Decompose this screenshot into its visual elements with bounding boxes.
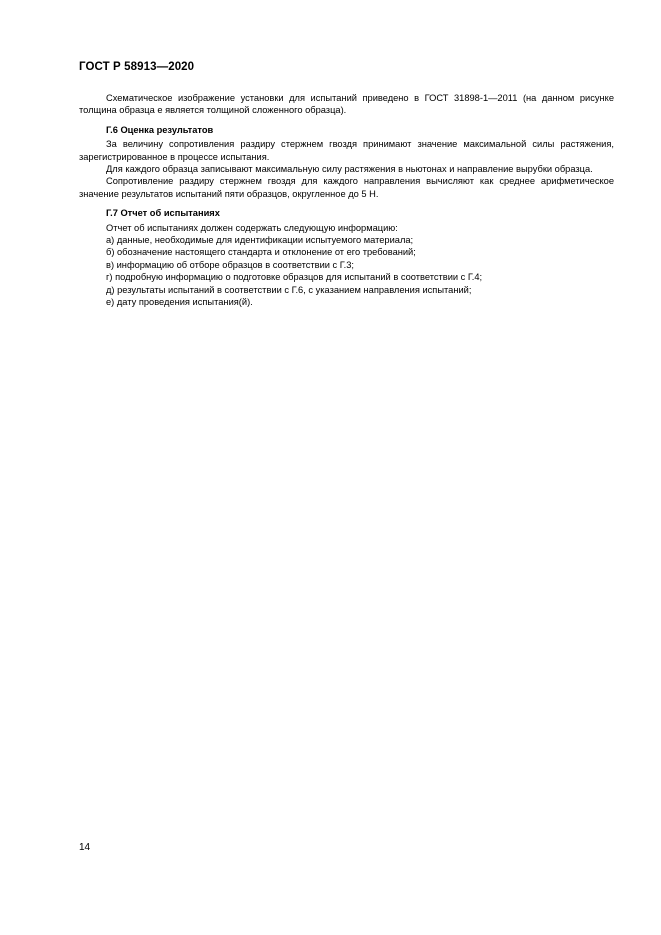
section-g6-paragraph-2: Для каждого образца записывают максимальную силу растяжения в ньютонах и направление вырубки образца. [106, 164, 593, 175]
list-item: д) результаты испытаний в соответствии с Г.6, с указанием направления испытаний; [106, 284, 472, 295]
section-g6-paragraph-3: Сопротивление раздиру стержнем гвоздя для каждого направления вычисляют как среднее арифметическое значение результатов испытаний пяти образцов, округленное до 5 Н. [79, 176, 614, 199]
list-item: е) дату проведения испытания(й). [106, 297, 253, 308]
section-g6-paragraph-1: За величину сопротивления раздиру стержнем гвоздя принимают значение максимальной силы растяжения, зарегистрированное в процессе испытания. [79, 139, 614, 162]
section-g7-heading: Г.7 Отчет об испытаниях [106, 208, 220, 219]
page-number: 14 [79, 842, 91, 853]
section-g6-heading: Г.6 Оценка результатов [106, 124, 214, 135]
list-item: б) обозначение настоящего стандарта и отклонение от его требований; [106, 247, 416, 258]
list-item: в) информацию об отборе образцов в соответствии с Г.3; [106, 259, 355, 270]
report-items-list [79, 234, 614, 308]
section-g7-intro: Отчет об испытаниях должен содержать следующую информацию: [106, 222, 398, 233]
intro-paragraph: Схематическое изображение установки для испытаний приведено в ГОСТ 31898-1—2011 (на данном рисунке толщина образца е является толщиной сложенного образца). [79, 93, 614, 116]
list-item: а) данные, необходимые для идентификации испытуемого материала; [106, 235, 414, 246]
list-item: г) подробную информацию о подготовке образцов для испытаний в соответствии с Г.4; [106, 272, 483, 283]
document-code-header: ГОСТ Р 58913—2020 [79, 61, 195, 73]
document-body [79, 92, 614, 309]
